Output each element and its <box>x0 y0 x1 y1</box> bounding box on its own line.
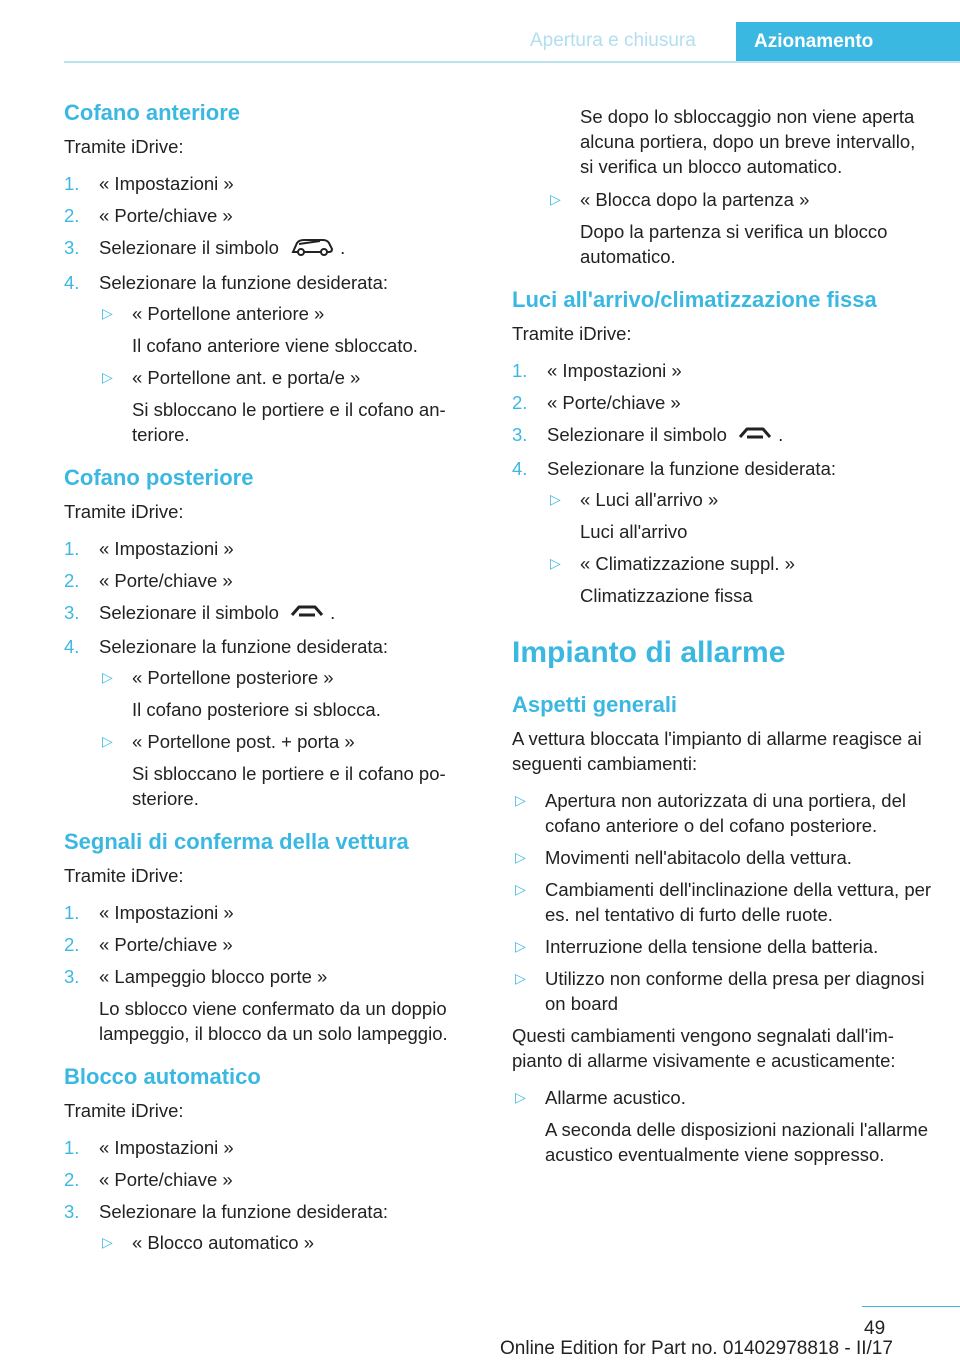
heading-cofano-posteriore: Cofano posteriore <box>64 465 254 491</box>
bullet-triangle-icon: ▷ <box>515 791 526 808</box>
heading-blocco-automatico: Blocco automatico <box>64 1063 261 1089</box>
option-desc: Se dopo lo sbloccaggio non viene aperta alcuna portiera, dopo un breve intervallo, si verifica un blocco automatico. <box>580 106 916 177</box>
list-item <box>64 235 484 263</box>
page-number: 49 <box>864 1318 886 1339</box>
item-text: Apertura non autorizzata di una portiera, del cofano anteriore o del cofano posteriore. <box>545 789 906 836</box>
list-item <box>64 932 484 957</box>
bullet-triangle-icon: ▷ <box>515 848 526 865</box>
section-cofano-anteriore <box>64 100 484 447</box>
options-list <box>99 301 484 447</box>
step-text: « Porte/chiave » <box>99 933 233 955</box>
section-blocco-automatico-continued <box>512 104 932 269</box>
option-label: « Climatizzazione suppl. » <box>580 552 795 574</box>
step-number: 1. <box>512 360 528 381</box>
step-text: Selezionare la funzione desiderata: <box>547 457 836 479</box>
list-item <box>512 358 932 383</box>
option-item <box>99 301 484 358</box>
step-text: « Porte/chiave » <box>99 205 233 226</box>
list-item <box>512 934 932 959</box>
right-column <box>512 104 932 1185</box>
options-list <box>547 487 932 608</box>
step-text: Selezionare il simbolo <box>99 602 279 624</box>
option-desc: Luci all'arrivo <box>580 520 688 542</box>
list-item <box>512 788 932 838</box>
step-text: « Impostazioni » <box>99 538 234 560</box>
step-text: « Impostazioni » <box>99 173 234 194</box>
bullet-triangle-icon: ▷ <box>515 937 526 954</box>
intro-text: Tramite iDrive: <box>64 136 184 157</box>
step-number: 2. <box>64 570 80 592</box>
step-number: 2. <box>64 933 80 955</box>
step-text: Selezionare la funzione desiderata: <box>99 635 388 657</box>
bullet-triangle-icon: ▷ <box>515 1088 526 1105</box>
list-item <box>64 1167 484 1192</box>
bullet-triangle-icon: ▷ <box>550 554 561 571</box>
step-number: 4. <box>64 635 80 657</box>
option-label: « Blocca dopo la partenza » <box>580 189 810 210</box>
step-number: 2. <box>64 205 80 226</box>
bullet-triangle-icon: ▷ <box>102 305 113 322</box>
bullet-triangle-icon: ▷ <box>515 880 526 897</box>
step-number: 3. <box>64 602 80 624</box>
step-text: « Porte/chiave » <box>547 392 681 413</box>
steps-list <box>64 536 484 811</box>
intro-text: Tramite iDrive: <box>64 501 184 523</box>
step-text: Selezionare la funzione desiderata: <box>99 1200 388 1222</box>
bullet-triangle-icon: ▷ <box>102 1233 113 1250</box>
options-list <box>99 1230 484 1255</box>
section-luci-arrivo <box>512 287 932 608</box>
bullet-triangle-icon: ▷ <box>515 969 526 986</box>
option-item <box>99 665 484 722</box>
step-number: 1. <box>64 538 80 560</box>
step-text: « Impostazioni » <box>99 901 234 923</box>
step-number: 4. <box>512 457 528 479</box>
option-label: « Portellone post. + porta » <box>132 730 355 752</box>
option-item <box>99 729 484 811</box>
step-number: 1. <box>64 1136 80 1158</box>
step-text: « Lampeggio blocco porte » <box>99 965 328 987</box>
option-label: « Portellone anteriore » <box>132 303 325 325</box>
heading-aspetti-generali: Aspetti generali <box>512 691 678 717</box>
step-suffix: . <box>340 237 346 258</box>
list-item <box>512 456 932 608</box>
step-text: « Impostazioni » <box>99 1136 234 1158</box>
option-desc: Dopo la partenza si verifica un blocco automatico. <box>580 221 888 267</box>
step-number: 3. <box>64 237 80 258</box>
heading-segnali-conferma: Segnali di conferma della vettura <box>64 828 409 854</box>
step-desc: Lo sblocco viene confermato da un doppio lampeggio, il blocco da un solo lampeggio. <box>99 997 448 1044</box>
edition-footer: Online Edition for Part no. 01402978818 - II/17 <box>500 1338 893 1359</box>
car-rear-icon <box>290 602 324 627</box>
heading-luci-arrivo: Luci all'arrivo/climatizzazione fissa <box>512 287 877 312</box>
bullet-triangle-icon: ▷ <box>102 732 113 749</box>
list-item <box>64 568 484 593</box>
option-item <box>99 1230 484 1255</box>
steps-list <box>64 1135 484 1255</box>
option-item <box>99 365 484 447</box>
item-text: Utilizzo non conforme della presa per diagnosi on board <box>545 967 925 1014</box>
list-item <box>512 877 932 927</box>
option-label: « Luci all'arrivo » <box>580 488 719 510</box>
alarm-signals-list <box>512 1085 932 1167</box>
step-text: Selezionare il simbolo <box>547 424 727 445</box>
option-desc: Climatizzazione fissa <box>580 584 753 606</box>
section-blocco-automatico <box>64 1064 484 1255</box>
header-section-title: Apertura e chiusura <box>530 30 696 51</box>
item-text: Movimenti nell'abitacolo della vettura. <box>545 846 852 868</box>
step-text: Selezionare la funzione desiderata: <box>99 272 388 294</box>
step-number: 2. <box>64 1168 80 1190</box>
step-number: 3. <box>64 1200 80 1222</box>
list-item <box>64 900 484 925</box>
steps-list <box>64 171 484 447</box>
bullet-triangle-icon: ▷ <box>102 369 113 386</box>
intro-text: Tramite iDrive: <box>64 864 184 886</box>
list-item <box>64 536 484 561</box>
step-suffix: . <box>778 424 784 445</box>
heading-cofano-anteriore: Cofano anteriore <box>64 100 241 125</box>
option-desc: Si sbloccano le portiere e il cofano posteriore. <box>132 762 446 809</box>
step-text: « Impostazioni » <box>547 360 682 381</box>
item-desc: A seconda delle disposizioni nazionali l'allarme acustico eventualmente viene soppresso. <box>545 1118 929 1165</box>
list-item <box>64 203 484 228</box>
section-impianto-allarme <box>512 636 932 1167</box>
intro-text: A vettura bloccata l'impianto di allarme reagisce ai seguenti cambiamenti: <box>512 727 922 774</box>
step-text: « Porte/chiave » <box>99 570 233 592</box>
option-item <box>547 487 932 544</box>
options-list <box>547 187 932 269</box>
step-number: 4. <box>64 272 80 294</box>
step-number: 1. <box>64 901 80 923</box>
section-segnali-conferma <box>64 829 484 1046</box>
steps-list <box>64 900 484 1046</box>
list-item <box>512 422 932 449</box>
list-item <box>512 845 932 870</box>
car-rear-icon <box>738 424 772 449</box>
list-item <box>64 964 484 1046</box>
list-item <box>64 270 484 447</box>
option-desc: Si sbloccano le portiere e il cofano anteriore. <box>132 399 446 446</box>
alarm-triggers-list <box>512 788 932 1016</box>
section-cofano-posteriore <box>64 465 484 811</box>
bullet-triangle-icon: ▷ <box>102 668 113 685</box>
header-rule <box>64 61 960 63</box>
list-item <box>64 171 484 196</box>
footer-rule <box>862 1306 960 1307</box>
item-text: Allarme acustico. <box>545 1086 686 1108</box>
item-text: Interruzione della tensione della batteria. <box>545 935 879 957</box>
step-text: Selezionare il simbolo <box>99 237 279 258</box>
list-item <box>64 1135 484 1160</box>
list-item <box>512 1085 932 1167</box>
step-number: 3. <box>64 965 80 987</box>
bullet-triangle-icon: ▷ <box>550 490 561 507</box>
option-label: « Blocco automatico » <box>132 1231 315 1253</box>
item-text: Cambiamenti dell'inclinazione della vettura, per es. nel tentativo di furto delle ruote. <box>545 878 932 925</box>
step-number: 1. <box>64 173 80 194</box>
step-suffix: . <box>330 602 336 624</box>
left-column <box>64 100 484 1273</box>
options-list <box>99 665 484 811</box>
steps-list <box>512 358 932 608</box>
step-number: 2. <box>512 392 528 413</box>
option-desc: Il cofano posteriore si sblocca. <box>132 698 381 720</box>
intro-text: Tramite iDrive: <box>64 1099 184 1121</box>
intro-text: Tramite iDrive: <box>512 323 632 344</box>
outro-text: Questi cambiamenti vengono segnalati dall'impianto di allarme visivamente e acusticamente: <box>512 1024 896 1071</box>
option-label: « Portellone posteriore » <box>132 666 334 688</box>
car-front-hood-icon <box>290 235 334 263</box>
option-item <box>547 551 932 608</box>
heading-impianto-allarme: Impianto di allarme <box>512 635 786 669</box>
option-label: « Portellone ant. e porta/e » <box>132 367 361 389</box>
option-desc: Il cofano anteriore viene sbloccato. <box>132 335 418 357</box>
step-number: 3. <box>512 424 528 445</box>
list-item <box>64 600 484 627</box>
list-item <box>512 966 932 1016</box>
bullet-triangle-icon: ▷ <box>550 191 561 207</box>
header-chapter-tab: Azionamento <box>736 22 960 61</box>
list-item <box>512 390 932 415</box>
list-item <box>64 634 484 811</box>
step-text: « Porte/chiave » <box>99 1168 233 1190</box>
option-item <box>547 187 932 269</box>
list-item <box>64 1199 484 1255</box>
